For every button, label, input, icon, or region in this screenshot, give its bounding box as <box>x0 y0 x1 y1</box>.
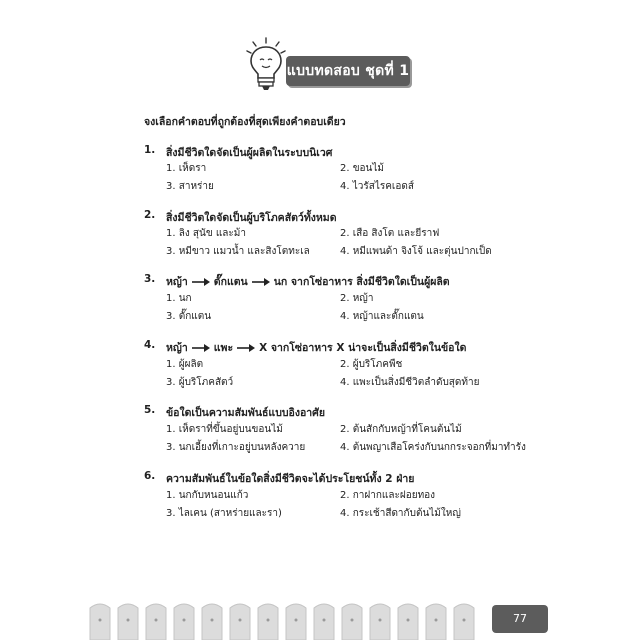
question-1-number: 1. <box>144 144 156 156</box>
page-title: แบบทดสอบ ชุดที่ 1 <box>286 56 410 86</box>
question-4-option-4[interactable]: 4. แพะเป็นสิ่งมีชีวิตลำดับสุดท้าย <box>340 377 480 388</box>
question-3-option-3[interactable]: 3. ตั๊กแตน <box>166 311 212 322</box>
question-3-option-2[interactable]: 2. หญ้า <box>340 293 374 304</box>
question-4-option-3[interactable]: 3. ผู้บริโภคสัตว์ <box>166 377 234 388</box>
arrow-right-icon <box>236 343 256 353</box>
instruction-text: จงเลือกคำตอบที่ถูกต้องที่สุดเพียงคำตอบเดียว <box>144 116 346 128</box>
question-1-option-3[interactable]: 3. สาหร่าย <box>166 181 214 192</box>
question-5-option-1[interactable]: 1. เห็ดราที่ขึ้นอยู่บนขอนไม้ <box>166 424 283 435</box>
food-chain-goat: แพะ <box>213 342 234 354</box>
food-chain-question: X จากโซ่อาหาร X น่าจะเป็นสิ่งมีชีวิตในข้อใด <box>259 342 467 354</box>
question-6-number: 6. <box>144 470 156 482</box>
lightbulb-icon <box>243 36 289 92</box>
question-5-option-4[interactable]: 4. ต้นพญาเสือโคร่งกับนกกระจอกที่มาทำรัง <box>340 442 526 453</box>
question-2-number: 2. <box>144 209 156 221</box>
question-1-option-1[interactable]: 1. เห็ดรา <box>166 163 207 174</box>
question-4-number: 4. <box>144 339 156 351</box>
question-2-text: สิ่งมีชีวิตใดจัดเป็นผู้บริโภคสัตว์ทั้งหมด <box>166 212 337 224</box>
question-5-text: ข้อใดเป็นความสัมพันธ์แบบอิงอาศัย <box>166 407 325 419</box>
question-2-option-4[interactable]: 4. หมีแพนด้า จิงโจ้ และตุ่นปากเป็ด <box>340 246 492 257</box>
question-6-option-2[interactable]: 2. กาฝากและฝอยทอง <box>340 490 436 501</box>
question-3-option-4[interactable]: 4. หญ้าและตั๊กแตน <box>340 311 424 322</box>
question-5-number: 5. <box>144 404 156 416</box>
question-5-option-2[interactable]: 2. ต้นสักกับหญ้าที่โคนต้นไม้ <box>340 424 462 435</box>
arrow-right-icon <box>191 343 211 353</box>
question-3-text <box>166 273 450 290</box>
food-chain-grass: หญ้า <box>166 276 188 288</box>
food-chain-grass: หญ้า <box>166 342 188 354</box>
question-4-text <box>166 339 466 356</box>
question-1-option-4[interactable]: 4. ไวรัสไรคเอดส์ <box>340 181 414 192</box>
question-6-option-3[interactable]: 3. ไลเคน (สาหร่ายและรา) <box>166 508 282 519</box>
question-4-option-1[interactable]: 1. ผู้ผลิต <box>166 359 204 370</box>
question-4-option-2[interactable]: 2. ผู้บริโภคพืช <box>340 359 403 370</box>
question-6-option-1[interactable]: 1. นกกับหนอนแก้ว <box>166 490 249 501</box>
question-1-option-2[interactable]: 2. ขอนไม้ <box>340 163 385 174</box>
arrow-right-icon <box>191 277 211 287</box>
question-2-option-2[interactable]: 2. เสือ สิงโต และยีราฟ <box>340 228 440 239</box>
question-3-option-1[interactable]: 1. นก <box>166 293 192 304</box>
question-5-option-3[interactable]: 3. นกเอี้ยงที่เกาะอยู่บนหลังควาย <box>166 442 306 453</box>
question-3-number: 3. <box>144 273 156 285</box>
question-6-option-4[interactable]: 4. กระเช้าสีดากับต้นไม้ใหญ่ <box>340 508 461 519</box>
question-1-text: สิ่งมีชีวิตใดจัดเป็นผู้ผลิตในระบบนิเวศ <box>166 147 333 159</box>
question-2-option-1[interactable]: 1. ลิง สุนัข และม้า <box>166 228 247 239</box>
question-6-text: ความสัมพันธ์ในข้อใดสิ่งมีชีวิตจะได้ประโยชน์ทั้ง 2 ฝ่าย <box>166 473 415 485</box>
food-chain-grasshopper: ตั๊กแตน <box>213 276 248 288</box>
question-2-option-3[interactable]: 3. หมีขาว แมวน้ำ และสิงโตทะเล <box>166 246 310 257</box>
arrow-right-icon <box>251 277 271 287</box>
food-chain-question: นก จากโซ่อาหาร สิ่งมีชีวิตใดเป็นผู้ผลิต <box>273 276 450 288</box>
page-number: 77 <box>492 605 548 633</box>
